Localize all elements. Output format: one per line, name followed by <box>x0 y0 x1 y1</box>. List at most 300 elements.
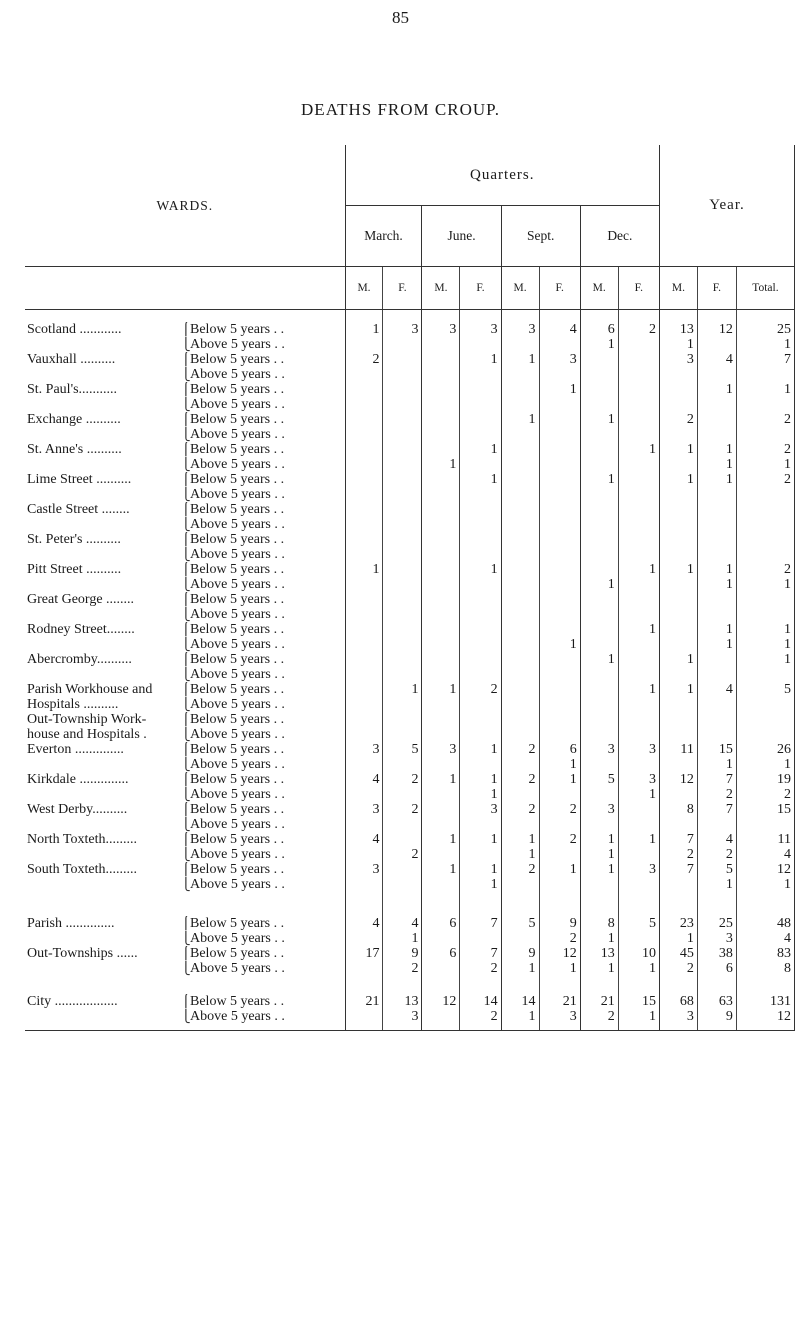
count-value <box>539 817 580 832</box>
count-value <box>501 592 539 607</box>
count-value <box>580 547 618 562</box>
female-header: F. <box>460 267 501 310</box>
count-value <box>618 667 659 682</box>
brace-glyph: ⎩ <box>181 487 191 501</box>
count-value <box>618 757 659 772</box>
count-value <box>345 682 383 697</box>
count-value <box>501 652 539 667</box>
count-value <box>580 697 618 712</box>
count-value <box>345 787 383 802</box>
count-value: 2 <box>460 961 501 976</box>
count-value: 4 <box>345 772 383 787</box>
blank-header-cell <box>25 267 345 310</box>
count-value <box>383 562 422 577</box>
brace-glyph: ⎩ <box>181 457 191 471</box>
count-value <box>697 502 736 517</box>
count-value: 1 <box>618 961 659 976</box>
brace-glyph: ⎩ <box>181 727 191 741</box>
count-value: 3 <box>539 1009 580 1024</box>
age-category-label: Below 5 years . . <box>190 472 285 487</box>
count-value <box>539 607 580 622</box>
total-value: 15 <box>736 802 794 817</box>
count-value <box>501 442 539 457</box>
count-value: 1 <box>697 877 736 892</box>
count-value <box>697 607 736 622</box>
count-value <box>618 517 659 532</box>
count-value: 7 <box>659 832 697 847</box>
count-value <box>501 532 539 547</box>
female-header: F. <box>383 267 422 310</box>
count-value <box>580 532 618 547</box>
total-value: 12 <box>736 1009 794 1024</box>
count-value: 2 <box>659 412 697 427</box>
count-value <box>539 682 580 697</box>
total-value: 12 <box>736 862 794 877</box>
count-value <box>539 847 580 862</box>
spacer-cell <box>501 1024 539 1031</box>
ward-name <box>25 877 180 892</box>
count-value <box>580 727 618 742</box>
count-value <box>697 547 736 562</box>
count-value: 2 <box>345 352 383 367</box>
count-value: 3 <box>345 802 383 817</box>
age-category <box>180 772 345 787</box>
count-value: 3 <box>659 352 697 367</box>
age-category-label: Above 5 years . . <box>190 487 285 502</box>
count-value <box>345 961 383 976</box>
count-value: 11 <box>659 742 697 757</box>
count-value: 1 <box>345 322 383 337</box>
count-value <box>460 637 501 652</box>
count-value <box>422 382 460 397</box>
age-category-label: Below 5 years . . <box>190 592 285 607</box>
spacer-cell <box>25 310 345 323</box>
count-value: 13 <box>580 946 618 961</box>
count-value <box>460 652 501 667</box>
age-category-label: Above 5 years . . <box>190 931 285 946</box>
total-value: 5 <box>736 682 794 697</box>
count-value: 10 <box>618 946 659 961</box>
age-category-label: Below 5 years . . <box>190 946 285 961</box>
count-value: 1 <box>460 787 501 802</box>
ward-name: Parish .............. <box>27 916 115 931</box>
count-value <box>618 487 659 502</box>
count-value: 1 <box>539 961 580 976</box>
count-value <box>659 757 697 772</box>
spacer-cell <box>618 310 659 323</box>
count-value <box>659 502 697 517</box>
count-value <box>618 367 659 382</box>
count-value: 9 <box>697 1009 736 1024</box>
count-value: 4 <box>697 682 736 697</box>
age-category-label: Above 5 years . . <box>190 427 285 442</box>
age-category-label: Above 5 years . . <box>190 607 285 622</box>
age-category <box>180 712 345 727</box>
count-value <box>697 487 736 502</box>
count-value <box>383 532 422 547</box>
count-value <box>501 577 539 592</box>
female-header: F. <box>539 267 580 310</box>
count-value <box>501 502 539 517</box>
count-value <box>383 457 422 472</box>
count-value <box>539 367 580 382</box>
count-value <box>422 637 460 652</box>
count-value <box>697 667 736 682</box>
count-value: 15 <box>618 994 659 1009</box>
count-value: 3 <box>422 322 460 337</box>
count-value <box>501 337 539 352</box>
count-value <box>659 592 697 607</box>
female-header: F. <box>618 267 659 310</box>
count-value: 1 <box>501 412 539 427</box>
count-value: 21 <box>539 994 580 1009</box>
spacer-cell <box>460 310 501 323</box>
count-value <box>345 697 383 712</box>
count-value <box>697 532 736 547</box>
total-value: 25 <box>736 322 794 337</box>
age-category-label: Above 5 years . . <box>190 697 285 712</box>
spacer-cell <box>659 310 697 323</box>
count-value: 3 <box>460 802 501 817</box>
count-value <box>580 442 618 457</box>
page-title: DEATHS FROM CROUP. <box>301 100 500 119</box>
total-value: 1 <box>736 382 794 397</box>
spacer-cell <box>580 892 618 916</box>
count-value: 3 <box>383 1009 422 1024</box>
count-value <box>501 712 539 727</box>
count-value: 1 <box>697 757 736 772</box>
count-value <box>383 817 422 832</box>
total-value: 1 <box>736 457 794 472</box>
ward-name: St. Peter's .......... <box>27 532 121 547</box>
count-value <box>539 577 580 592</box>
count-value: 1 <box>697 457 736 472</box>
total-value <box>736 697 794 712</box>
count-value <box>345 412 383 427</box>
ward-name <box>25 637 180 652</box>
total-value: 1 <box>736 577 794 592</box>
spacer-cell <box>501 310 539 323</box>
count-value: 1 <box>659 337 697 352</box>
count-value: 3 <box>501 322 539 337</box>
count-value <box>580 757 618 772</box>
count-value <box>383 637 422 652</box>
count-value: 1 <box>580 577 618 592</box>
age-category <box>180 652 345 667</box>
count-value: 1 <box>659 472 697 487</box>
count-value <box>618 382 659 397</box>
total-value <box>736 397 794 412</box>
count-value <box>618 532 659 547</box>
count-value: 1 <box>501 961 539 976</box>
age-category <box>180 577 345 592</box>
count-value <box>618 877 659 892</box>
table-row <box>25 787 795 802</box>
total-value <box>736 712 794 727</box>
total-value: 2 <box>736 562 794 577</box>
count-value <box>383 412 422 427</box>
brace-glyph: ⎧ <box>181 442 191 456</box>
count-value: 4 <box>345 916 383 931</box>
count-value <box>460 547 501 562</box>
spacer-cell <box>501 976 539 994</box>
count-value <box>539 727 580 742</box>
age-category-label: Above 5 years . . <box>190 397 285 412</box>
count-value: 1 <box>618 562 659 577</box>
age-category <box>180 877 345 892</box>
total-value: 1 <box>736 637 794 652</box>
count-value <box>580 457 618 472</box>
count-value: 3 <box>580 802 618 817</box>
spacer-cell <box>345 1024 383 1031</box>
total-value: 48 <box>736 916 794 931</box>
total-value: 1 <box>736 757 794 772</box>
count-value <box>422 802 460 817</box>
count-value <box>539 712 580 727</box>
count-value: 1 <box>539 772 580 787</box>
spacer-cell <box>539 892 580 916</box>
age-category-label: Below 5 years . . <box>190 832 285 847</box>
count-value: 6 <box>697 961 736 976</box>
count-value: 1 <box>539 382 580 397</box>
count-value <box>618 802 659 817</box>
ward-name <box>25 787 180 802</box>
count-value <box>659 517 697 532</box>
count-value: 17 <box>345 946 383 961</box>
count-value: 2 <box>501 742 539 757</box>
count-value <box>618 412 659 427</box>
count-value <box>659 382 697 397</box>
count-value <box>697 817 736 832</box>
age-category <box>180 322 345 337</box>
age-category <box>180 697 345 712</box>
count-value: 3 <box>345 862 383 877</box>
count-value <box>383 487 422 502</box>
ward-name: Rodney Street........ <box>27 622 135 637</box>
count-value <box>697 367 736 382</box>
count-value <box>345 427 383 442</box>
age-category-label: Below 5 years . . <box>190 622 285 637</box>
count-value <box>501 607 539 622</box>
brace-glyph: ⎩ <box>181 667 191 681</box>
count-value: 2 <box>460 1009 501 1024</box>
count-value <box>345 727 383 742</box>
brace-glyph: ⎧ <box>181 832 191 846</box>
count-value: 1 <box>501 352 539 367</box>
count-value: 2 <box>697 847 736 862</box>
table-row <box>25 727 795 742</box>
ward-name: Castle Street ........ <box>27 502 130 517</box>
count-value <box>460 622 501 637</box>
count-value <box>383 577 422 592</box>
count-value <box>422 877 460 892</box>
count-value <box>501 547 539 562</box>
count-value <box>659 367 697 382</box>
count-value <box>580 397 618 412</box>
ward-name: Parish Workhouse and <box>27 682 153 697</box>
ward-name <box>25 397 180 412</box>
count-value <box>659 817 697 832</box>
age-category-label: Below 5 years . . <box>190 322 285 337</box>
count-value <box>697 712 736 727</box>
count-value: 3 <box>345 742 383 757</box>
count-value: 1 <box>460 877 501 892</box>
count-value <box>422 727 460 742</box>
age-category-label: Below 5 years . . <box>190 532 285 547</box>
count-value <box>659 787 697 802</box>
count-value: 7 <box>697 802 736 817</box>
total-value <box>736 532 794 547</box>
count-value: 1 <box>697 382 736 397</box>
count-value <box>618 397 659 412</box>
count-value <box>580 667 618 682</box>
count-value <box>697 517 736 532</box>
count-value <box>580 712 618 727</box>
count-value <box>345 757 383 772</box>
count-value <box>422 487 460 502</box>
count-value <box>345 931 383 946</box>
count-value <box>539 787 580 802</box>
count-value <box>383 832 422 847</box>
count-value <box>618 607 659 622</box>
count-value <box>501 787 539 802</box>
count-value <box>422 1009 460 1024</box>
count-value: 1 <box>422 457 460 472</box>
brace-glyph: ⎩ <box>181 397 191 411</box>
count-value <box>422 367 460 382</box>
count-value <box>460 577 501 592</box>
count-value: 9 <box>539 916 580 931</box>
count-value: 2 <box>580 1009 618 1024</box>
spacer-cell <box>580 1024 618 1031</box>
age-category <box>180 862 345 877</box>
count-value: 1 <box>422 862 460 877</box>
count-value <box>345 517 383 532</box>
count-value <box>539 397 580 412</box>
count-value <box>659 547 697 562</box>
brace-glyph: ⎧ <box>181 652 191 666</box>
count-value <box>422 517 460 532</box>
age-category-label: Below 5 years . . <box>190 652 285 667</box>
count-value: 2 <box>383 847 422 862</box>
count-value <box>580 382 618 397</box>
table-row <box>25 802 795 817</box>
table-row <box>25 862 795 877</box>
brace-glyph: ⎩ <box>181 367 191 381</box>
count-value <box>422 472 460 487</box>
total-value: 8 <box>736 961 794 976</box>
age-category <box>180 961 345 976</box>
count-value <box>618 697 659 712</box>
count-value: 6 <box>539 742 580 757</box>
count-value: 1 <box>580 961 618 976</box>
quarters-header: Quarters. <box>345 145 659 206</box>
spacer-cell <box>736 976 794 994</box>
count-value <box>501 637 539 652</box>
count-value <box>422 622 460 637</box>
count-value <box>501 427 539 442</box>
count-value <box>345 1009 383 1024</box>
count-value <box>460 412 501 427</box>
count-value: 13 <box>383 994 422 1009</box>
table-row <box>25 352 795 367</box>
count-value <box>460 667 501 682</box>
count-value <box>422 961 460 976</box>
table-row <box>25 1009 795 1024</box>
age-category-label: Above 5 years . . <box>190 457 285 472</box>
spacer-cell <box>383 892 422 916</box>
total-value: 26 <box>736 742 794 757</box>
count-value <box>659 712 697 727</box>
table-row <box>25 817 795 832</box>
brace-glyph: ⎩ <box>181 787 191 801</box>
count-value: 1 <box>618 442 659 457</box>
count-value <box>345 607 383 622</box>
table-row <box>25 682 795 697</box>
count-value <box>345 592 383 607</box>
age-category-label: Below 5 years . . <box>190 562 285 577</box>
table-row <box>25 994 795 1009</box>
brace-glyph: ⎩ <box>181 847 191 861</box>
age-category <box>180 847 345 862</box>
count-value <box>580 787 618 802</box>
spacer-cell <box>580 310 618 323</box>
count-value: 4 <box>383 916 422 931</box>
count-value <box>345 547 383 562</box>
total-value <box>736 727 794 742</box>
ward-name: Pitt Street .......... <box>27 562 122 577</box>
spacer-cell <box>383 976 422 994</box>
ward-name: Lime Street .......... <box>27 472 132 487</box>
count-value: 1 <box>659 682 697 697</box>
count-value <box>422 352 460 367</box>
count-value <box>659 607 697 622</box>
count-value <box>383 877 422 892</box>
count-value <box>345 877 383 892</box>
ward-name: St. Anne's .......... <box>27 442 122 457</box>
table-row <box>25 607 795 622</box>
count-value: 1 <box>501 847 539 862</box>
brace-glyph: ⎩ <box>181 817 191 831</box>
age-category-label: Above 5 years . . <box>190 961 285 976</box>
male-header: M. <box>501 267 539 310</box>
count-value: 1 <box>460 562 501 577</box>
count-value <box>501 517 539 532</box>
count-value <box>501 697 539 712</box>
count-value <box>501 817 539 832</box>
count-value: 63 <box>697 994 736 1009</box>
count-value: 7 <box>659 862 697 877</box>
count-value <box>618 502 659 517</box>
age-category <box>180 457 345 472</box>
count-value <box>618 472 659 487</box>
ward-name: Scotland ............ <box>27 322 122 337</box>
count-value <box>383 367 422 382</box>
count-value: 1 <box>460 352 501 367</box>
age-category-label: Below 5 years . . <box>190 502 285 517</box>
count-value <box>539 547 580 562</box>
ward-name <box>25 1009 180 1024</box>
count-value <box>539 697 580 712</box>
total-value: 19 <box>736 772 794 787</box>
count-value <box>618 352 659 367</box>
table-row <box>25 442 795 457</box>
age-category <box>180 502 345 517</box>
page-number: 85 <box>392 8 409 27</box>
count-value: 5 <box>697 862 736 877</box>
count-value: 4 <box>539 322 580 337</box>
count-value: 2 <box>460 682 501 697</box>
